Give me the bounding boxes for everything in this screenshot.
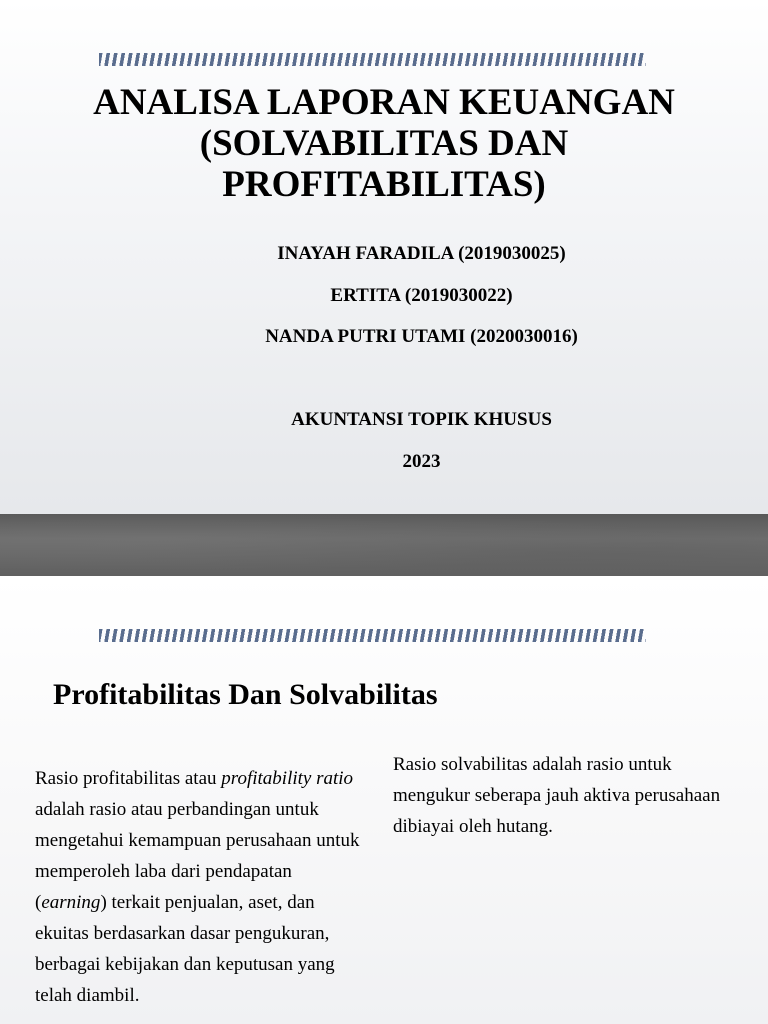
- slide-title: [0, 82, 768, 205]
- author-2: ERTITA (2019030022): [330, 285, 513, 306]
- definition-text-part-1: Rasio profitabilitas atau: [35, 768, 222, 789]
- author-3: NANDA PUTRI UTAMI (2020030016): [265, 326, 578, 347]
- definition-text-part-3: ) terkait penjualan, aset, dan ekuitas berdasarkan dasar pengukuran, berbagai kebijakan dan keputusan yang telah diambil.: [35, 892, 335, 1006]
- year: 2023: [402, 451, 441, 472]
- section-heading: Profitabilitas Dan Solvabilitas: [53, 678, 438, 711]
- definition-text-part-2: adalah rasio atau perbandingan untuk mengetahui kemampuan perusahaan untuk memperoleh laba dari pendapatan (: [35, 799, 360, 913]
- decorative-stripe-bar: [99, 629, 646, 642]
- decorative-stripe-bar: [99, 53, 646, 66]
- author-1: INAYAH FARADILA (2019030025): [277, 243, 566, 264]
- definition-italic-earning: earning: [41, 892, 101, 913]
- title-line-2: (SOLVABILITAS DAN: [199, 123, 569, 164]
- course-name: AKUNTANSI TOPIK KHUSUS: [291, 409, 552, 430]
- definition-italic-term: profitability ratio: [221, 768, 354, 789]
- solvability-definition: Rasio solvabilitas adalah rasio untuk mengukur seberapa jauh aktiva perusahaan dibiayai oleh hutang.: [393, 754, 721, 837]
- slide-separator-texture: [0, 514, 768, 576]
- profitability-definition: [35, 763, 365, 1011]
- title-line-3: PROFITABILITAS): [222, 164, 546, 205]
- title-line-1: ANALISA LAPORAN KEUANGAN: [93, 82, 675, 123]
